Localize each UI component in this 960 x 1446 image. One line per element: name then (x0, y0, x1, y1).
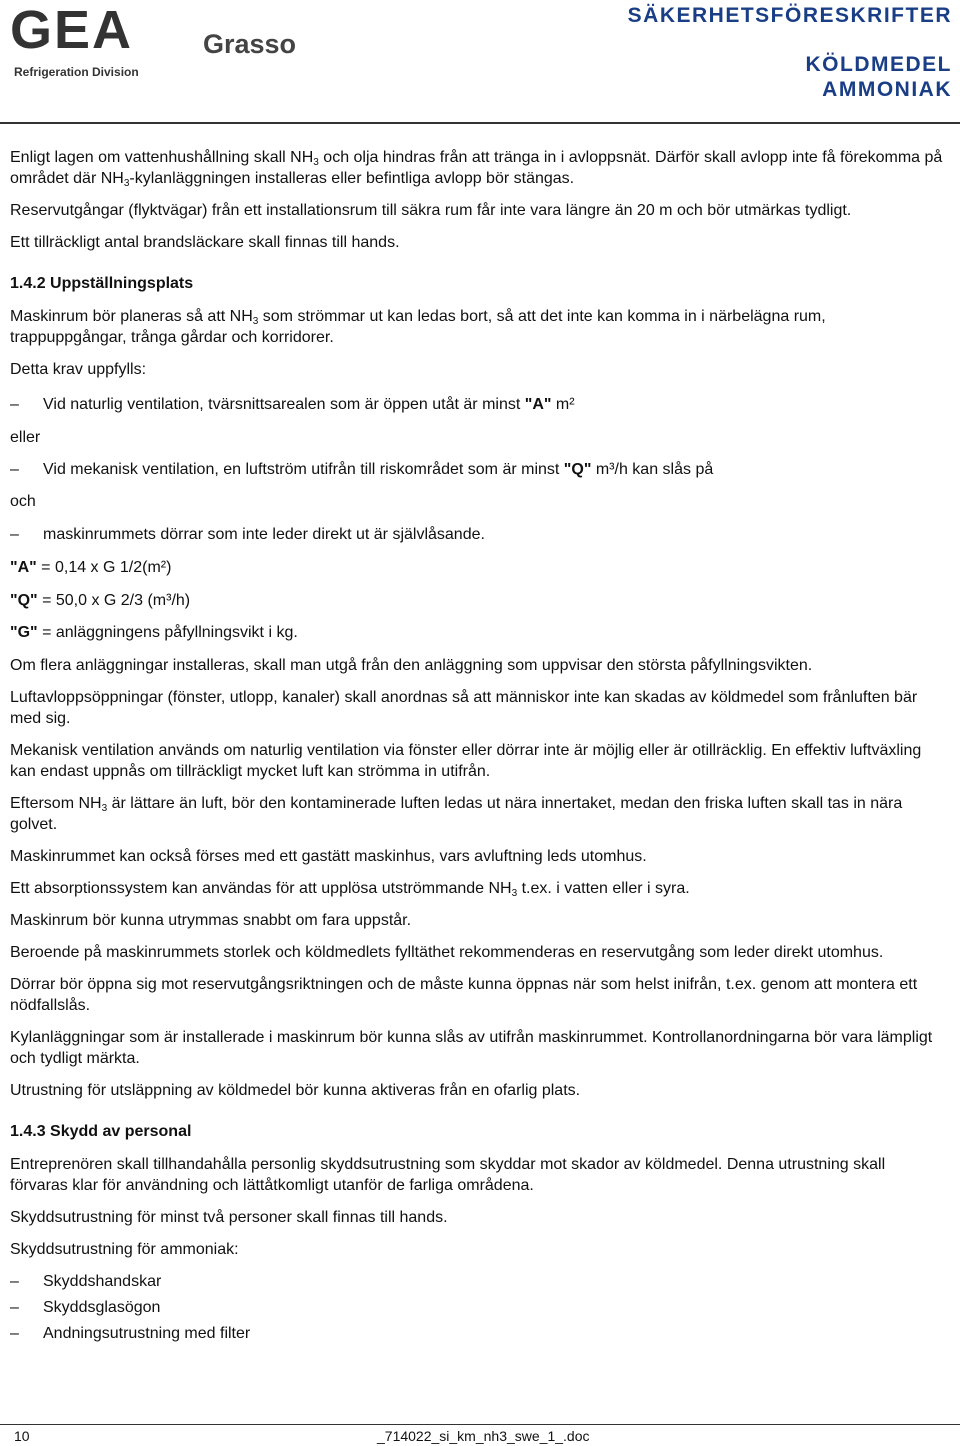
paragraph: Utrustning för utsläppning av köldmedel bör kunna aktiveras från en ofarlig plats. (10, 1082, 581, 1099)
page-number: 10 (14, 1428, 30, 1444)
document-filename: _714022_si_km_nh3_swe_1_.doc (377, 1428, 590, 1444)
list-item: – maskinrummets dörrar som inte leder direkt ut är självlåsande. (10, 526, 485, 543)
connector-text: eller (10, 429, 41, 446)
list-item: – Skyddshandskar (10, 1273, 162, 1290)
paragraph: Maskinrum bör kunna utrymmas snabbt om fara uppstår. (10, 912, 412, 929)
paragraph: Beroende på maskinrummets storlek och köldmedlets fylltäthet rekommenderas en reservutgång som leder direkt utomhus. (10, 944, 884, 961)
list-item: – Vid mekanisk ventilation, en luftström utifrån till riskområdet som är minst "Q" m³/h kan slås på (10, 461, 714, 478)
list-item: – Andningsutrustning med filter (10, 1325, 251, 1342)
connector-text: och (10, 493, 36, 510)
paragraph: Skyddsutrustning för ammoniak: (10, 1241, 239, 1258)
paragraph: Ett tillräckligt antal brandsläckare skall finnas till hands. (10, 234, 400, 251)
logo-brand: Grasso (203, 29, 297, 59)
paragraph: Skyddsutrustning för minst två personer skall finnas till hands. (10, 1209, 448, 1226)
page-header (0, 0, 960, 124)
formula: "G" = anläggningens påfyllningsvikt i kg. (10, 624, 298, 641)
paragraph: Reservutgångar (flyktvägar) från ett installationsrum till säkra rum får inte vara längre än 20 m och bör utmärkas tydligt. (10, 202, 852, 219)
paragraph: Kylanläggningar som är installerade i maskinrum bör kunna slås av utifrån maskinrummet. Kontrollanordningarna bör vara lämpligt och tydligt märkta. (10, 1029, 933, 1067)
header-title: SÄKERHETSFÖRESKRIFTER (627, 4, 952, 27)
formula: "A" = 0,14 x G 1/2(m²) (10, 559, 172, 576)
header-divider (0, 122, 960, 124)
logo-wordmark: GEA (10, 0, 134, 60)
gea-grasso-logo (10, 2, 300, 82)
paragraph: Mekanisk ventilation används om naturlig ventilation via fönster eller dörrar inte är möjlig eller är otillräcklig. En effektiv luftväxling kan endast uppnås om tillräckligt mycket luft kan strömma in utifrån. (10, 742, 922, 780)
paragraph: Eftersom $NH_3$ är lättare än luft, bör den kontaminerade luften ledas ut nära innertaket, medan den friska luften skall tas in nära golvet. (10, 795, 903, 833)
section-heading: 1.4.3 Skydd av personal (10, 1123, 192, 1140)
paragraph: Maskinrummet kan också förses med ett gastätt maskinhus, vars avluftning leds utomhus. (10, 848, 647, 865)
paragraph: Luftavloppsöppningar (fönster, utlopp, kanaler) skall anordnas så att människor inte kan skadas av köldmedel som frånluften bär med sig. (10, 689, 918, 727)
header-subtitle-2: AMMONIAK (822, 78, 952, 101)
paragraph: Ett absorptionssystem kan användas för att upplösa utströmmande $NH_3$ t.ex. i vatten eller i syra. (10, 880, 690, 899)
list-item: – Vid naturlig ventilation, tvärsnittsarealen som är öppen utåt är minst "A" m² (10, 396, 575, 413)
footer-divider (0, 1424, 960, 1425)
list-item: – Skyddsglasögon (10, 1299, 161, 1316)
paragraph: Detta krav uppfylls: (10, 361, 147, 378)
paragraph: Maskinrum bör planeras så att $NH_3$ som strömmar ut kan ledas bort, så att det inte kan komma in i närbelägna rum, trappuppgångar, trånga gårdar och korridorer. (10, 308, 826, 346)
formula: "Q" = 50,0 x G 2/3 (m³/h) (10, 592, 191, 609)
paragraph: Enligt lagen om vattenhushållning skall $NH_3$ och olja hindras från att tränga in i avloppsnät. Därför skall avlopp inte få förekomma på området där $NH_3$-kylanläggningen installeras eller befintliga avlopp bör stängas. (10, 149, 943, 189)
section-heading: 1.4.2 Uppställningsplats (10, 275, 194, 292)
logo-division: Refrigeration Division (14, 65, 139, 79)
paragraph: Om flera anläggningar installeras, skall man utgå från den anläggning som uppvisar den största påfyllningsvikten. (10, 657, 813, 674)
paragraph: Dörrar bör öppna sig mot reservutgångsriktningen och de måste kunna öppnas när som helst inifrån, t.ex. genom att montera ett nödfallslås. (10, 976, 918, 1014)
paragraph: Entreprenören skall tillhandahålla personlig skyddsutrustning som skyddar mot skador av köldmedel. Denna utrustning skall förvaras klar för användning och lättåtkomligt utanför de farliga områdena. (10, 1156, 886, 1194)
header-subtitle-1: KÖLDMEDEL (805, 53, 952, 76)
document-body (10, 147, 945, 1344)
